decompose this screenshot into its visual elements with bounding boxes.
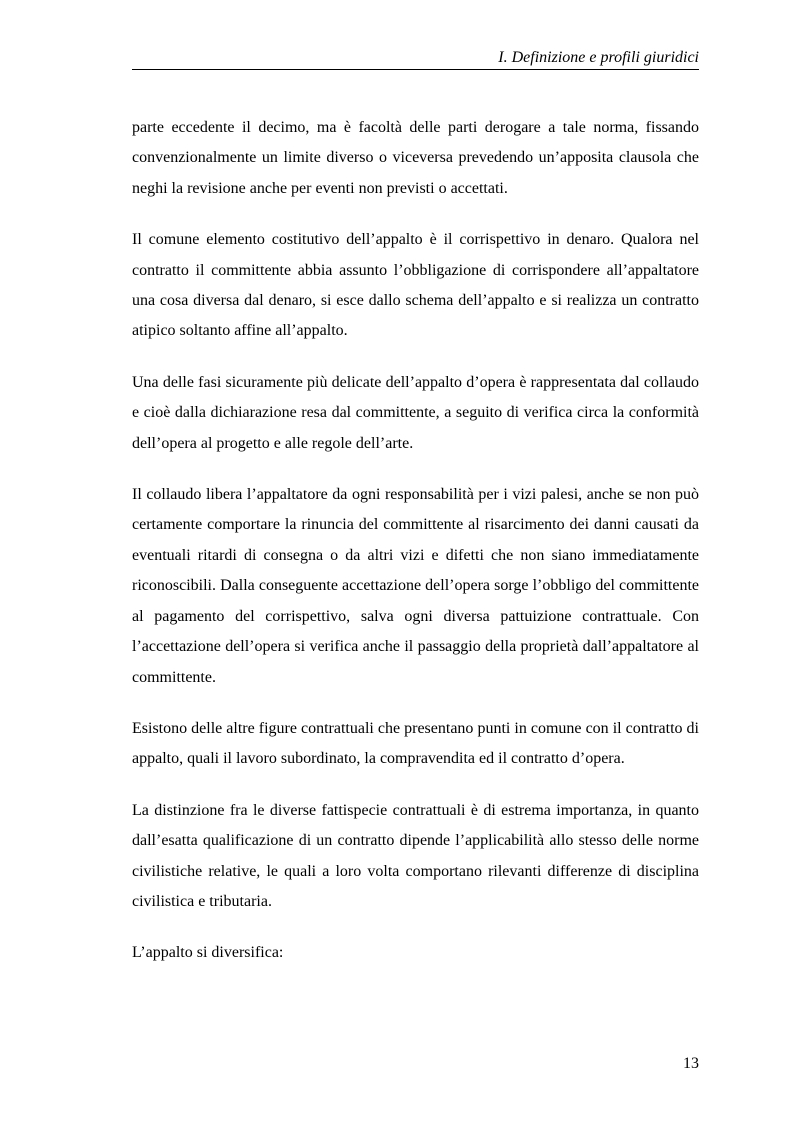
paragraph: parte eccedente il decimo, ma è facoltà delle parti derogare a tale norma, fissando convenzionalmente un limite diverso o viceversa prevedendo un’apposita clausola che neghi la revisione anche per eventi non previsti o accettati. [132, 119, 699, 197]
paragraph: L’appalto si diversifica: [132, 944, 284, 962]
header-rule [132, 69, 699, 70]
running-header: I. Definizione e profili giuridici [498, 49, 699, 66]
body-text [132, 113, 699, 990]
paragraph: Il collaudo libera l’appaltatore da ogni responsabilità per i vizi palesi, anche se non può certamente comportare la rinuncia del committente al risarcimento dei danni causati da eventuali ritardi di consegna o da altri vizi e difetti che non siano immediatamente riconoscibili. Dalla conseguente accettazione dell’opera sorge l’obbligo del committente al pagamento del corrispettivo, salva ogni diversa pattuizione contrattuale. Con l’accettazione dell’opera si verifica anche il passaggio della proprietà dall’appaltatore al committente. [132, 486, 699, 686]
paragraph: Esistono delle altre figure contrattuali che presentano punti in comune con il contratto di appalto, quali il lavoro subordinato, la compravendita ed il contratto d’opera. [132, 719, 699, 768]
paragraph: Una delle fasi sicuramente più delicate dell’appalto d’opera è rappresentata dal collaudo e cioè dalla dichiarazione resa dal committente, a seguito di verifica circa la conformità dell’opera al progetto e alle regole dell’arte. [132, 373, 699, 452]
paragraph: Il comune elemento costitutivo dell’appalto è il corrispettivo in denaro. Qualora nel contratto il committente abbia assunto l’obbligazione di corrispondere all’appaltatore una cosa diversa dal denaro, si esce dallo schema dell’appalto e si realizza un contratto atipico soltanto affine all’appalto. [132, 231, 699, 340]
paragraph: La distinzione fra le diverse fattispecie contrattuali è di estrema importanza, in quanto dall’esatta qualificazione di un contratto dipende l’applicabilità allo stesso delle norme civilistiche relative, le quali a loro volta comportano rilevanti differenze di disciplina civilistica e tributaria. [132, 801, 699, 910]
page-number: 13 [683, 1055, 699, 1072]
